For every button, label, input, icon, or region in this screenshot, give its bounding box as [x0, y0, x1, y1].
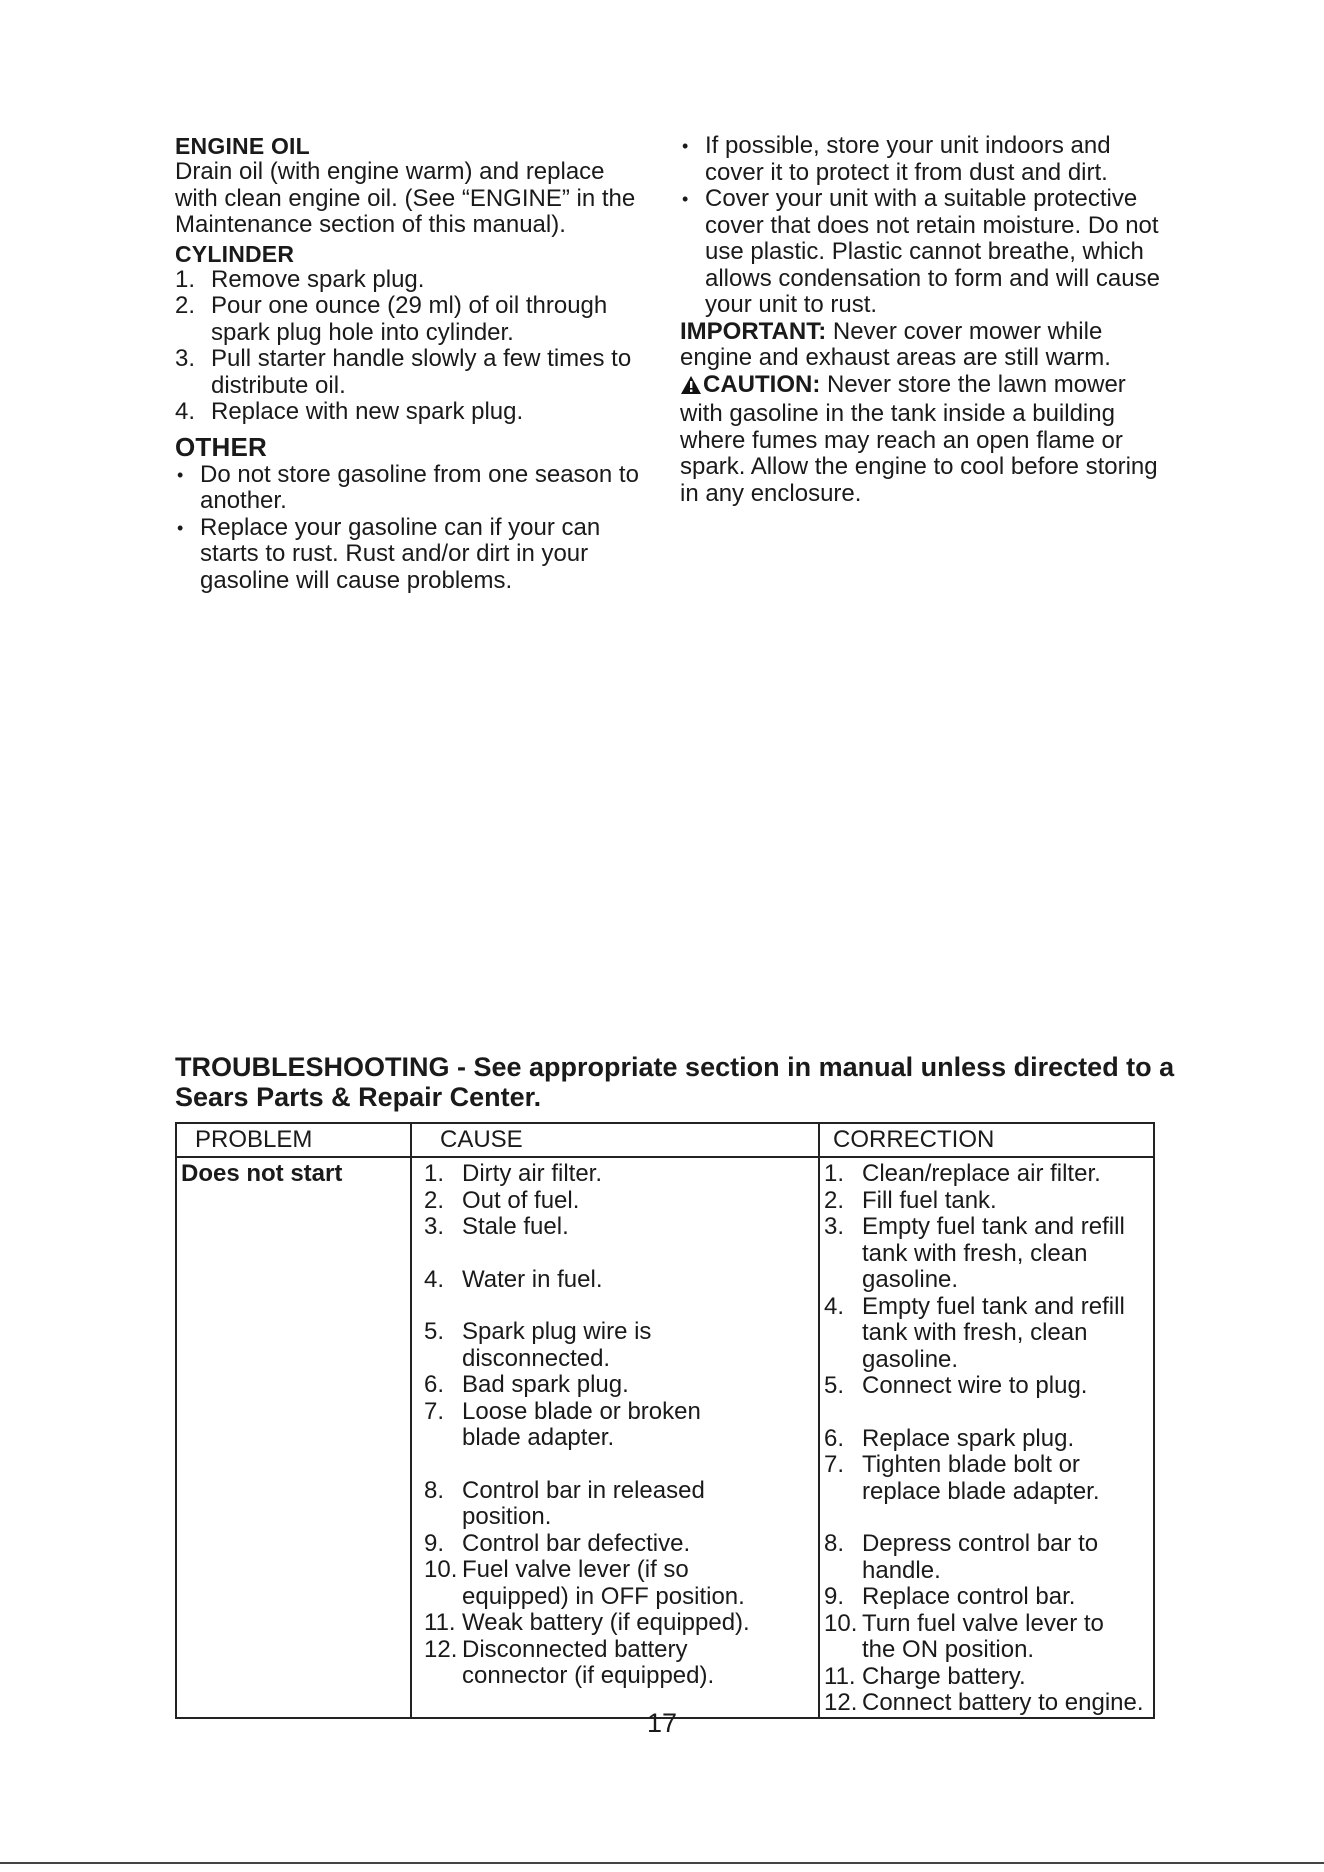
important-note: [680, 319, 1170, 372]
cause-column-header: CAUSE: [411, 1123, 819, 1157]
troubleshooting-title: TROUBLESHOOTING - See appropriate section in manual unless directed to a Sears Parts & Repair Center.: [175, 1052, 1175, 1112]
correction-column-header: CORRECTION: [819, 1123, 1154, 1157]
list-item: 4. Empty fuel tank and refill tank with fresh, clean gasoline.: [824, 1292, 1125, 1373]
engine-oil-heading: ENGINE OIL: [175, 133, 310, 159]
table-row: [176, 1157, 1154, 1718]
important-label: IMPORTANT:: [680, 317, 827, 345]
list-item: 3. Empty fuel tank and refill tank with fresh, clean gasoline.: [824, 1213, 1125, 1293]
bullet-icon: •: [177, 464, 184, 485]
list-item: 7. Tighten blade bolt or replace blade adapter.: [824, 1451, 1100, 1505]
cause-list: [424, 1161, 818, 1690]
list-item: • Cover your unit with a suitable protective cover that does not retain moisture. Do not use plastic. Plastic cannot breathe, which allows condensation to form and will cause your unit to rust.: [682, 185, 1160, 318]
list-item: 10. Turn fuel valve lever to the ON position.: [824, 1609, 1104, 1663]
troubleshooting-table: [175, 1122, 1155, 1719]
list-item: 11. Charge battery.: [824, 1662, 1026, 1690]
correction-list: [824, 1161, 1153, 1717]
list-item: 9. Replace control bar.: [824, 1583, 1076, 1610]
list-item: 2. Fill fuel tank.: [824, 1186, 997, 1214]
caution-label: CAUTION:: [703, 370, 821, 398]
list-item: 7. Loose blade or broken blade adapter.: [424, 1397, 701, 1451]
correction-cell: [819, 1157, 1154, 1718]
list-item: 2. Pour one ounce (29 ml) of oil through spark plug hole into cylinder.: [175, 292, 608, 346]
list-item: 6. Bad spark plug.: [424, 1371, 629, 1398]
warning-triangle-icon: [680, 375, 702, 402]
list-item: 1. Remove spark plug.: [175, 265, 425, 293]
problem-cell: Does not start: [176, 1157, 411, 1718]
list-item: 6. Replace spark plug.: [824, 1424, 1075, 1452]
list-item: 8. Depress control bar to handle.: [824, 1530, 1099, 1584]
important-text: Never cover mower while engine and exhaust areas are still warm.: [680, 317, 1111, 371]
right-column: [680, 133, 1170, 507]
list-item: 12. Connect battery to engine.: [824, 1689, 1144, 1716]
left-column: [175, 133, 645, 594]
list-item: 12. Disconnected battery connector (if equipped).: [424, 1635, 715, 1689]
list-item: 11. Weak battery (if equipped).: [424, 1609, 750, 1636]
cause-cell: [411, 1157, 819, 1718]
bullet-icon: •: [682, 136, 689, 156]
caution-note: [680, 372, 1170, 508]
list-item: 8. Control bar in released position.: [424, 1476, 705, 1530]
list-item: • If possible, store your unit indoors and cover it to protect it from dust and dirt.: [682, 132, 1111, 186]
engine-oil-text: Drain oil (with engine warm) and replace with clean engine oil. (See “ENGINE” in the Maintenance section of this manual).: [175, 158, 636, 238]
cylinder-heading: CYLINDER: [175, 240, 295, 267]
list-item: 3. Stale fuel.: [424, 1213, 569, 1240]
caution-text: Never store the lawn mower with gasoline in the tank inside a building where fumes may reach an open flame or spark. Allow the engine to cool before storing in any enclosure.: [680, 370, 1158, 507]
problem-column-header: PROBLEM: [176, 1123, 411, 1157]
other-heading: OTHER: [175, 431, 267, 462]
list-item: 5. Connect wire to plug.: [824, 1372, 1088, 1399]
bullet-icon: •: [682, 189, 689, 209]
storage-bullets: [680, 133, 1170, 319]
list-item: 1. Dirty air filter.: [424, 1160, 603, 1187]
list-item: 3. Pull starter handle slowly a few times to distribute oil.: [175, 345, 632, 399]
list-item: 5. Spark plug wire is disconnected.: [424, 1318, 652, 1372]
other-bullets: [175, 462, 645, 595]
list-item: 4. Water in fuel.: [424, 1265, 603, 1293]
list-item: 4. Replace with new spark plug.: [175, 398, 524, 425]
cylinder-steps: [175, 267, 645, 426]
list-item: 1. Clean/replace air filter.: [824, 1160, 1101, 1187]
list-item: • Replace your gasoline can if your can starts to rust. Rust and/or dirt in your gasoline will cause problems.: [177, 513, 601, 594]
page-number: 17: [646, 1708, 678, 1738]
list-item: 2. Out of fuel.: [424, 1186, 580, 1214]
list-item: • Do not store gasoline from one season to another.: [177, 460, 639, 514]
list-item: 9. Control bar defective.: [424, 1529, 691, 1557]
table-header-row: [176, 1123, 1154, 1157]
bullet-icon: •: [177, 517, 184, 538]
list-item: 10. Fuel valve lever (if so equipped) in OFF position.: [424, 1556, 745, 1610]
page-bottom-rule: [0, 1862, 1324, 1864]
